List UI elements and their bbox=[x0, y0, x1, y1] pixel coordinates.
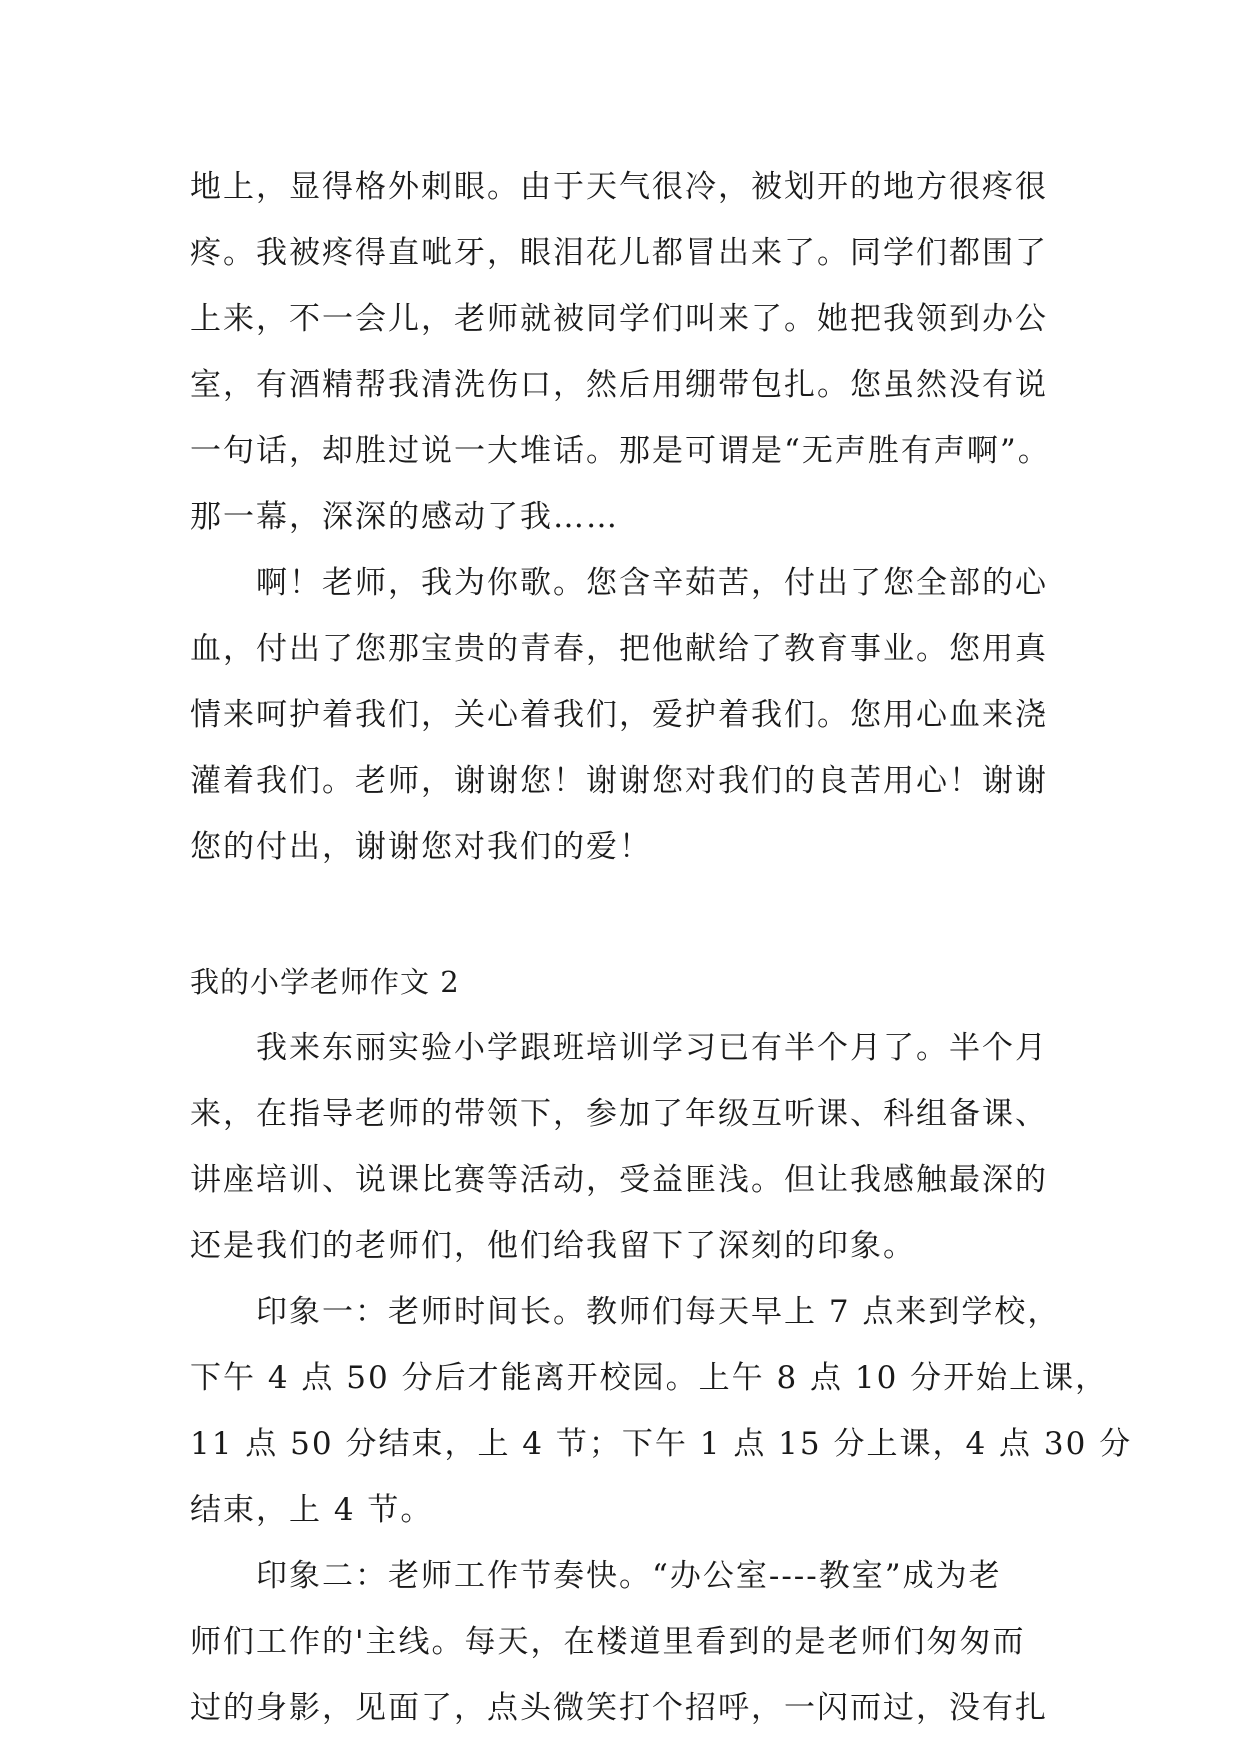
text-line: 讲座培训、说课比赛等活动，受益匪浅。但让我感触最深的 bbox=[190, 1162, 1048, 1198]
text-line: 啊！老师，我为你歌。您含辛茹苦，付出了您全部的心 bbox=[256, 565, 1048, 601]
text-line: 印象一：老师时间长。教师们每天早上 7 点来到学校， bbox=[256, 1294, 1061, 1330]
text-line: 上来，不一会儿，老师就被同学们叫来了。她把我领到办公 bbox=[190, 301, 1048, 337]
text-line: 情来呵护着我们，关心着我们，爱护着我们。您用心血来浇 bbox=[190, 697, 1048, 733]
paragraph-5 bbox=[190, 1543, 1070, 1741]
text-line: 血，付出了您那宝贵的青春，把他献给了教育事业。您用真 bbox=[190, 631, 1048, 667]
text-line: 来，在指导老师的带领下，参加了年级互听课、科组备课、 bbox=[190, 1096, 1048, 1132]
text-line: 结束，上 4 节。 bbox=[190, 1492, 434, 1528]
section-heading: 我的小学老师作文 2 bbox=[190, 965, 460, 999]
document-body bbox=[190, 154, 1133, 1741]
text-line: 印象二：老师工作节奏快。“办公室----教室”成为老 bbox=[256, 1558, 1002, 1594]
text-line: 您的付出，谢谢您对我们的爱！ bbox=[190, 829, 652, 865]
text-line: 灌着我们。老师，谢谢您！谢谢您对我们的良苦用心！谢谢 bbox=[190, 763, 1048, 799]
text-line: 师们工作的'主线。每天，在楼道里看到的是老师们匆匆而 bbox=[190, 1624, 1026, 1660]
text-line: 下午 4 点 50 分后才能离开校园。上午 8 点 10 分开始上课， bbox=[190, 1360, 1109, 1396]
paragraph-3 bbox=[190, 1015, 1070, 1279]
section-gap bbox=[190, 880, 1070, 949]
text-line: 疼。我被疼得直呲牙，眼泪花儿都冒出来了。同学们都围了 bbox=[190, 235, 1048, 271]
text-line: 过的身影，见面了，点头微笑打个招呼，一闪而过，没有扎 bbox=[190, 1690, 1048, 1726]
paragraph-2 bbox=[190, 550, 1070, 880]
paragraph-4 bbox=[190, 1279, 1133, 1543]
text-line: 室，有酒精帮我清洗伤口，然后用绷带包扎。您虽然没有说 bbox=[190, 367, 1048, 403]
text-line: 地上，显得格外刺眼。由于天气很冷，被划开的地方很疼很 bbox=[190, 169, 1048, 205]
text-line: 我来东丽实验小学跟班培训学习已有半个月了。半个月 bbox=[256, 1030, 1048, 1066]
text-line: 还是我们的老师们，他们给我留下了深刻的印象。 bbox=[190, 1228, 916, 1264]
text-line: 那一幕，深深的感动了我…… bbox=[190, 499, 619, 535]
text-line: 一句话，却胜过说一大堆话。那是可谓是“无声胜有声啊”。 bbox=[190, 433, 1051, 469]
paragraph-1 bbox=[190, 154, 1070, 550]
text-line: 11 点 50 分结束，上 4 节；下午 1 点 15 分上课，4 点 30 分 bbox=[190, 1426, 1133, 1462]
